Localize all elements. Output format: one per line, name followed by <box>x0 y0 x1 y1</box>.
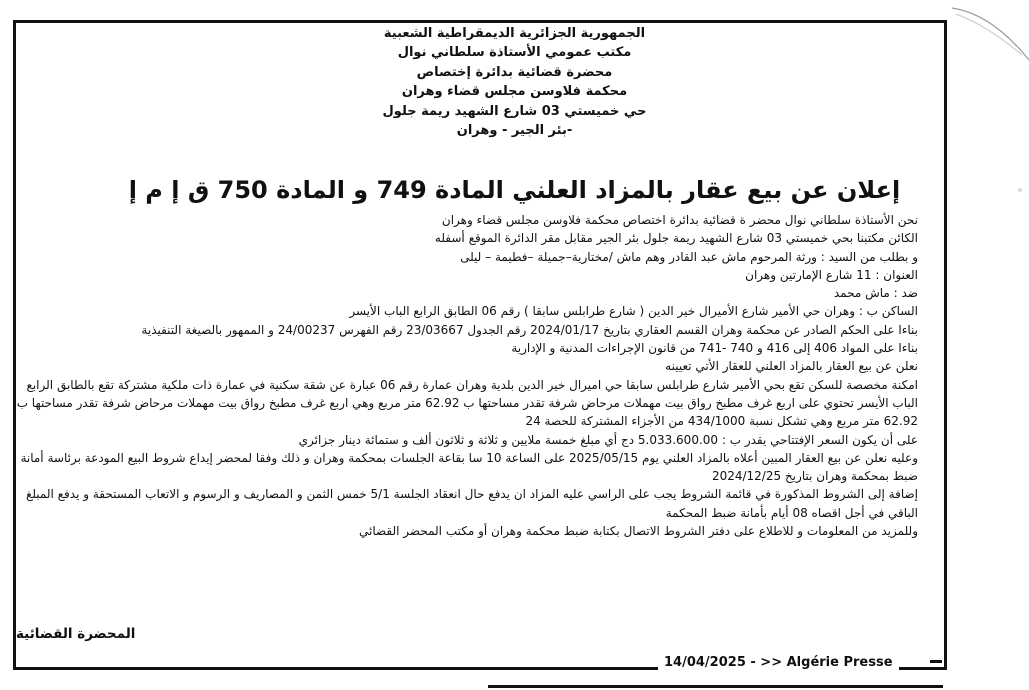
header-line-city: -بئر الجير - وهران <box>456 123 573 139</box>
payment-conditions: إضافة إلى الشروط المذكورة في قائمة الشروط يجب على الراسي عليه المزاد ان يدفع حال انعقاد الجلسة 5/1 خمس الثمن و المصاريف و الرسوم و الاتعاب المستحقة و يدفع المبلغ الباقي في أجل اقصاه 08 أيام بأمانة ضبط المحكمة <box>25 487 918 520</box>
body-paragraph: بناءا على المواد 406 إلى 416 و 740 -741 من قانون الإجراءات المدنية و الإدارية <box>511 341 918 356</box>
body-paragraph: الكائن مكتبنا بحي خميستي 03 شارع الشهيد ريمة جلول بئر الجير مقابل مقر الدائرة الموقع أسفله <box>434 231 918 246</box>
source-footer: 14/04/2025 - >> Algérie Presse <box>658 655 899 670</box>
notice-title: إعلان عن بيع عقار بالمزاد العلني المادة 749 و المادة 750 ق إ م إ <box>128 176 901 204</box>
issuer-header <box>0 24 1029 140</box>
footer-rule <box>930 660 942 663</box>
body-paragraph: نحن الأستاذة سلطاني نوال محضر ة قضائية بدائرة اختصاص محكمة فلاوسن مجلس قضاء وهران <box>441 213 918 227</box>
header-line-republic: الجمهورية الجزائرية الديمقراطية الشعبية <box>383 26 646 41</box>
body-paragraph: العنوان : 11 شارع الإمارتين وهران <box>745 267 918 282</box>
body-paragraph: ضد : ماش محمد <box>833 286 918 301</box>
contact-info: وللمزيد من المعلومات و للاطلاع على دفتر الشروط الاتصال بكتابة ضبط محكمة وهران أو مكتب المحضر القضائي <box>359 524 918 539</box>
body-paragraph: نعلن عن بيع العقار بالمزاد العلني للعقار الأتي تعيينه <box>665 359 918 374</box>
body-paragraph: بناءا على الحكم الصادر عن محكمة وهران القسم العقاري بتاريخ 2024/01/17 رقم الجدول 23/03667 رقم الفهرس 24/00237 و الممهور بالصيغة التنفيذية <box>141 322 918 337</box>
property-description: امكنة مخصصة للسكن تقع بحي الأمير شارع طرابلس سابقا حي اميرال خير الدين بلدية وهران عمارة رقم 06 عبارة عن شقة سكنية في عمارة ذات ملكية مشتركة تقع بالطابق الرابع الباب الأيسر تحتوي على اربع غرف مطبخ رواق بيت مهملات مرحاض شرفة تقدر مساحتها ب 62.92 متر مربع وهي اربع غرف مطبخ رواق بيت مهملات مرحاض شرفة تقدر مساحتها ب 62.92 متر مربع وهي تشكل نسبة 434/1000 من الأجزاء المشتركة للحصة 24 <box>16 377 918 429</box>
header-line-bailiff: محضرة قضائية بدائرة إختصاص <box>416 64 613 80</box>
header-line-court: محكمة فلاوسن مجلس قضاء وهران <box>401 84 628 100</box>
header-line-office: مكتب عمومي الأستاذة سلطاني نوال <box>397 45 632 61</box>
bottom-rule <box>488 685 943 688</box>
opening-price: على أن يكون السعر الإفتتاحي يقدر ب : 5.033.600.00 دج أي مبلغ خمسة ملايين و ثلاثة و ثلاثون ألف و ستمائة دينار جزائري <box>298 432 918 447</box>
signature: المحضرة القضائية <box>16 626 136 642</box>
header-line-address: حي خميستي 03 شارع الشهيد ريمة جلول <box>382 103 647 119</box>
body-paragraph: الساكن ب : وهران حي الأمير شارع الأميرال خير الدين ( شارع طرابلس سابقا ) رقم 06 الطابق الرابع الباب الأيسر <box>349 304 918 319</box>
auction-date: وعليه نعلن عن بيع العقار المبين أعلاه بالمزاد العلني يوم 2025/05/15 على الساعة 10 سا بقاعة الجلسات بمحكمة وهران و ذلك وفقا لمحضر إيداع شروط البيع المودعة برئاسة أمانة ضبط بمحكمة وهران بتاريخ 2024/12/25 <box>20 450 918 484</box>
notice-body <box>12 211 918 540</box>
body-paragraph: و بطلب من السيد : ورثة المرحوم ماش عبد القادر وهم ماش /مختارية–جميلة –فطيمة – ليلى <box>460 249 918 264</box>
